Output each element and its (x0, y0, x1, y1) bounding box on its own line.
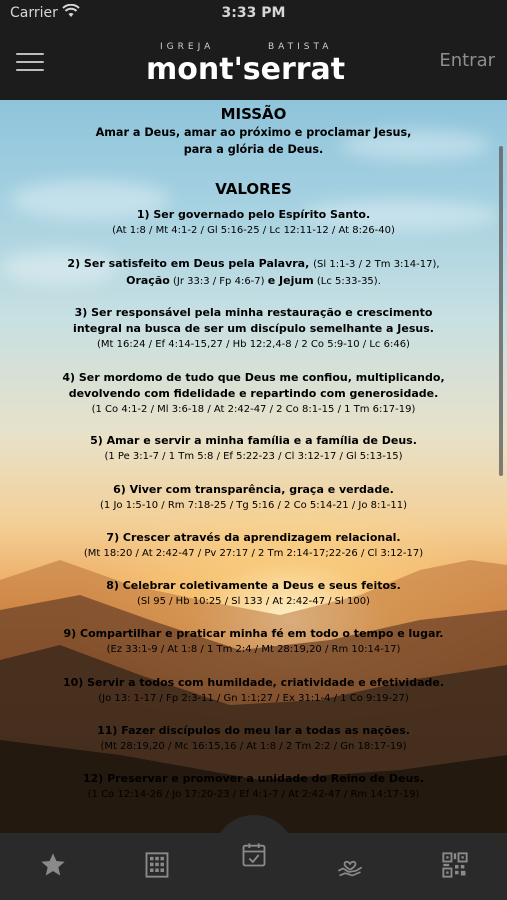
value-item (20, 530, 487, 562)
value-item (20, 433, 487, 465)
tab-favorites[interactable] (39, 851, 67, 879)
tab-bar (0, 833, 507, 900)
value-title: 9) Compartilhar e praticar minha fé em todo o tempo e lugar. (63, 627, 444, 640)
value-reference: (Mt 18:20 / At 2:42-47 / Pv 27:17 / 2 Tm 2:14-17;22-26 / Cl 3:12-17) (83, 548, 424, 559)
value-reference: (Sl 1:1-3 / 2 Tm 3:14-17), (313, 259, 440, 270)
tab-qr[interactable] (441, 851, 469, 879)
value-reference: (Mt 16:24 / Ef 4:14-15,27 / Hb 12:2,4-8 / 2 Co 5:9-10 / Lc 6:46) (97, 339, 410, 350)
values-heading: VALORES (215, 180, 292, 198)
value-reference: (1 Co 12:14-26 / Jo 17:20-23 / Ef 4:1-7 / At 2:42-47 / Rm 14:17-19) (87, 789, 420, 800)
value-reference: (1 Co 4:1-2 / Ml 3:6-18 / At 2:42-47 / 2 Co 8:1-15 / 1 Tm 6:17-19) (91, 404, 416, 415)
calendar-check-icon (240, 841, 268, 869)
login-button[interactable]: Entrar (439, 50, 495, 71)
value-reference: (1 Jo 1:5-10 / Rm 7:18-25 / Tg 5:16 / 2 Co 5:14-21 / Jo 8:1-11) (100, 500, 407, 511)
value-title: 11) Fazer discípulos do meu lar a todas as nações. (97, 724, 410, 737)
nav-bar (0, 26, 507, 100)
value-item (20, 305, 487, 353)
value-title: 7) Crescer através da aprendizagem relacional. (106, 531, 401, 544)
value-item (20, 771, 487, 803)
value-title: 3) Ser responsável pela minha restauração e crescimento integral na busca de ser um discípulo semelhante a Jesus. (73, 306, 434, 335)
building-icon (143, 851, 171, 879)
heart-hand-icon (336, 851, 364, 879)
value-title: 4) Ser mordomo de tudo que Deus me confiou, multiplicando, devolvendo com fidelidade e repartindo com generosidade. (62, 371, 445, 400)
logo-igreja-text: IGREJA (160, 42, 215, 52)
value-item (20, 256, 487, 290)
value-reference: (Jr 33:3 / Fp 4:6-7) (172, 276, 265, 287)
church-logo (140, 38, 360, 90)
menu-icon (16, 61, 44, 63)
tab-donate[interactable] (336, 851, 364, 879)
status-bar (0, 0, 507, 26)
value-title: 10) Servir a todos com humildade, criatividade e efetividade. (62, 676, 445, 689)
value-reference: (Ez 33:1-9 / At 1:8 / 1 Tm 2:4 / Mt 28:19,20 / Rm 10:14-17) (106, 644, 401, 655)
value-reference: (Mt 28:19,20 / Mc 16:15,16 / At 1:8 / 2 Tm 2:2 / Gn 18:17-19) (100, 741, 407, 752)
carrier-label: Carrier (10, 5, 58, 21)
menu-icon (16, 69, 44, 71)
value-title: 5) Amar e servir a minha família e a família de Deus. (90, 434, 417, 447)
value-item (20, 370, 487, 418)
value-bold-word: Oração (126, 274, 170, 287)
value-item (20, 675, 487, 707)
value-item (20, 626, 487, 658)
content-area[interactable] (0, 100, 507, 833)
value-title: 6) Viver com transparência, graça e verdade. (113, 483, 394, 496)
mission-text: Amar a Deus, amar ao próximo e proclamar Jesus, para a glória de Deus. (95, 126, 412, 156)
mission-heading: MISSÃO (220, 105, 287, 123)
value-bold-word: e Jejum (267, 274, 314, 287)
logo-batista-text: BATISTA (268, 42, 333, 52)
logo-wordmark: mont'serrat (146, 52, 346, 87)
value-reference: (Lc 5:33-35). (316, 276, 381, 287)
tab-agenda[interactable] (240, 841, 268, 869)
value-title: 2) Ser satisfeito em Deus pela Palavra, (67, 257, 310, 270)
value-item (20, 207, 487, 239)
star-icon (39, 851, 67, 879)
status-time: 3:33 PM (221, 5, 286, 21)
value-item (20, 482, 487, 514)
menu-icon (16, 53, 44, 55)
value-reference: (1 Pe 3:1-7 / 1 Tm 5:8 / Ef 5:22-23 / Cl 3:12-17 / Gl 5:13-15) (104, 451, 403, 462)
tab-church[interactable] (143, 851, 171, 879)
value-item (20, 578, 487, 610)
menu-button[interactable] (14, 48, 48, 76)
qr-code-icon (441, 851, 469, 879)
value-reference: (Sl 95 / Hb 10:25 / Sl 133 / At 2:42-47 / Sl 100) (137, 596, 370, 607)
value-title: 12) Preservar e promover a unidade do Reino de Deus. (82, 772, 425, 785)
value-reference: (At 1:8 / Mt 4:1-2 / Gl 5:16-25 / Lc 12:11-12 / At 8:26-40) (112, 225, 395, 236)
value-title: 1) Ser governado pelo Espírito Santo. (136, 208, 371, 221)
value-reference: (Jo 13: 1-17 / Fp 2:3-11 / Gn 1:1;27 / Ex 31:1-4 / 1 Co 9:19-27) (98, 693, 409, 704)
value-item (20, 723, 487, 755)
value-title: 8) Celebrar coletivamente a Deus e seus feitos. (106, 579, 401, 592)
